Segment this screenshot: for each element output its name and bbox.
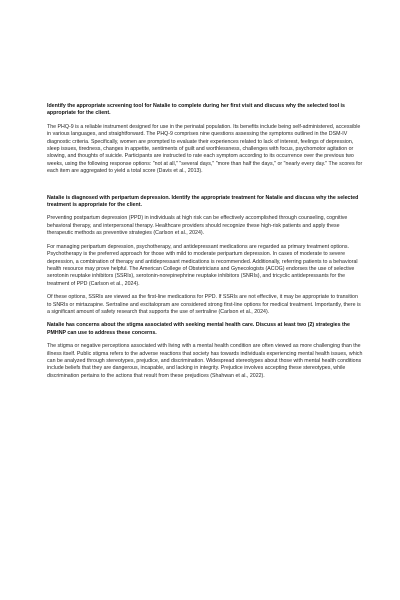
section-treatment [47,195,363,317]
paragraph: The stigma or negative perceptions associated with living with a mental health condition are often viewed as more challenging than the illness itself. Public stigma refers to the adverse reactions that society has towards individuals experiencing mental health issues, which can be analyzed through stereotypes, prejudice, and discrimination. Widespread stereotypes about those with mental health conditions include beliefs that they are dangerous, incapable, and lacking in integrity. Prejudice involves accepting these stereotypes, while discrimination pertains to the actions that result from these prejudices (Shahwan et al., 2022). [47,343,363,379]
section-heading: Identify the appropriate screening tool for Natalie to complete during her first visit and discuss why the selected tool is appropriate for the client. [47,103,345,117]
section-screening-tool [47,103,363,176]
section-spacer [47,182,363,195]
paragraph: Preventing postpartum depression (PPD) in individuals at high risk can be effectively accomplished through counseling, cognitive behavioral therapy, and interpersonal therapy. Healthcare providers should recognize these high-risk patients and apply these therapeutic methods as preventive strategies (Carlson et al., 2024). [47,215,348,237]
section-heading: Natalie is diagnosed with peripartum depression. Identify the appropriate treatment for Natalie and discuss why the selected treatment is appropriate for the client. [47,194,359,209]
paragraph: For managing peripartum depression, psychotherapy, and antidepressant medications are regarded as primary treatment options. Psychotherapy is the preferred approach for those with mild to moderate peripartum depression. In cases of moderate to severe depression, a combination of therapy and antidepressant medications is recommended. Additionally, referring patients to a behavioral health resource may prove helpful. The American College of Obstetricians and Gynecologists (ACOG) endorses the use of selective serotonin reuptake inhibitors (SSRIs), serotonin-norepinephrine reuptake inhibitors (SNRIs), and tricyclic antidepressants for the treatment of PPD (Carlson et al., 2024). [47,243,358,287]
document-page [47,103,363,386]
paragraph: Of these options, SSRIs are viewed as the first-line medications for PPD. If SSRIs are not effective, it may be appropriate to transition to SNRIs or mirtazapine. Sertraline and escitalopram are considered strong first-line options for medical treatment. Importantly, there is a significant amount of safety research that supports the use of sertraline (Carlson et al., 2024). [47,294,361,315]
paragraph: The PHQ-9 is a reliable instrument designed for use in the perinatal population. Its benefits include being self-administered, accessible in various languages, and straightforward. The PHQ-9 comprises nine questions assessing the symptoms outlined in the DSM-IV diagnostic criteria. Specifically, women are prompted to evaluate their experiences related to lack of interest, feelings of depression, sleep issues, tiredness, changes in appetite, sentiments of guilt and worthlessness, challenges with focus, psychomotor agitation or slowing, and thoughts of suicide. Participants are instructed to rate each symptom according to its occurrence over the previous two weeks, using the following response options: "not at all," "several days," "more than half the days," or "nearly every day." The scores for each item are aggregated to yield a total score (Davis et al., 2013). [47,123,363,175]
section-stigma [47,322,363,380]
section-heading: Natalie has concerns about the stigma associated with seeking mental health care. Discuss at least two (2) strategies the PMHNP can use to address these concerns. [47,322,350,336]
